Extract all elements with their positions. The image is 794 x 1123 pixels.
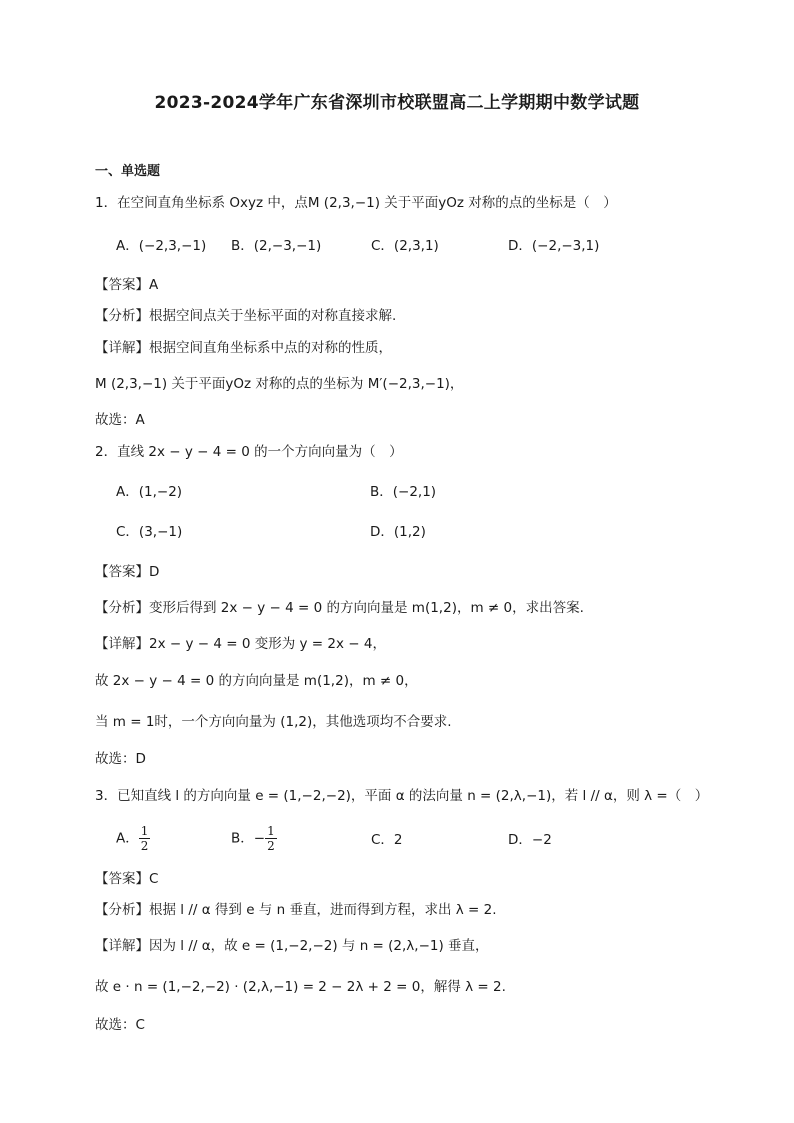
q3-option-c: C．2 bbox=[371, 832, 403, 848]
q2-option-a: A．(1,−2) bbox=[116, 484, 183, 500]
q3-option-a-fraction bbox=[139, 824, 151, 853]
q3-option-b-prefix: B．− bbox=[231, 830, 266, 847]
q2-detail-2: 故 2x − y − 4 = 0 的方向向量是 m(1,2)，m ≠ 0， bbox=[95, 673, 418, 689]
q3-detail-2: 故 e · n = (1,−2,−2) · (2,λ,−1) = 2 − 2λ + 2 = 0，解得 λ = 2. bbox=[95, 979, 506, 995]
q1-detail-2: M (2,3,−1) 关于平面yOz 对称的点的坐标为 M′(−2,3,−1)， bbox=[95, 376, 464, 392]
q3-option-b-fraction bbox=[265, 824, 277, 853]
q1-detail-1: 【详解】根据空间直角坐标系中点的对称的性质， bbox=[95, 340, 392, 356]
q3-option-a-denominator: 2 bbox=[140, 839, 149, 853]
q1-analysis: 【分析】根据空间点关于坐标平面的对称直接求解. bbox=[95, 308, 397, 324]
q3-option-d: D．−2 bbox=[508, 832, 552, 848]
q2-option-d: D．(1,2) bbox=[370, 524, 426, 540]
q2-detail-1: 【详解】2x − y − 4 = 0 变形为 y = 2x − 4， bbox=[95, 636, 386, 652]
q1-stem: 1．在空间直角坐标系 Oxyz 中，点M (2,3,−1) 关于平面yOz 对称的点的坐标是（ ） bbox=[95, 195, 617, 211]
q1-choose: 故选：A bbox=[95, 412, 145, 428]
q3-option-a-numerator: 1 bbox=[140, 824, 149, 838]
q3-option-b-denominator: 2 bbox=[267, 839, 275, 853]
q2-analysis: 【分析】变形后得到 2x − y − 4 = 0 的方向向量是 m(1,2)，m ≠ 0，求出答案. bbox=[95, 600, 584, 616]
q2-detail-3: 当 m = 1时，一个方向向量为 (1,2)，其他选项均不合要求. bbox=[95, 714, 452, 730]
q1-answer: 【答案】A bbox=[95, 277, 159, 293]
q3-choose: 故选：C bbox=[95, 1017, 145, 1033]
q3-detail-1: 【详解】因为 l // α，故 e = (1,−2,−2) 与 n = (2,λ,−1) 垂直， bbox=[95, 938, 489, 954]
q3-option-b bbox=[231, 824, 277, 853]
q2-stem: 2．直线 2x − y − 4 = 0 的一个方向向量为（ ） bbox=[95, 444, 403, 460]
q3-analysis: 【分析】根据 l // α 得到 e 与 n 垂直，进而得到方程，求出 λ = 2. bbox=[95, 902, 497, 918]
q1-option-d: D．(−2,−3,1) bbox=[508, 238, 600, 254]
q2-option-b: B．(−2,1) bbox=[370, 484, 437, 500]
q3-option-a bbox=[116, 824, 150, 853]
section-heading: 一、单选题 bbox=[95, 164, 161, 179]
q3-option-a-prefix: A． bbox=[116, 830, 139, 847]
q1-option-b: B．(2,−3,−1) bbox=[231, 238, 322, 254]
q3-stem: 3．已知直线 l 的方向向量 e = (1,−2,−2)，平面 α 的法向量 n = (2,λ,−1)，若 l // α，则 λ =（ ） bbox=[95, 788, 709, 804]
q2-choose: 故选：D bbox=[95, 751, 146, 767]
page-title: 2023-2024学年广东省深圳市校联盟高二上学期期中数学试题 bbox=[154, 93, 640, 113]
q3-answer: 【答案】C bbox=[95, 871, 159, 887]
q2-option-c: C．(3,−1) bbox=[116, 524, 183, 540]
q2-answer: 【答案】D bbox=[95, 564, 160, 580]
q1-option-a: A．(−2,3,−1) bbox=[116, 238, 207, 254]
q3-option-b-numerator: 1 bbox=[267, 824, 275, 838]
q1-option-c: C．(2,3,1) bbox=[371, 238, 439, 254]
